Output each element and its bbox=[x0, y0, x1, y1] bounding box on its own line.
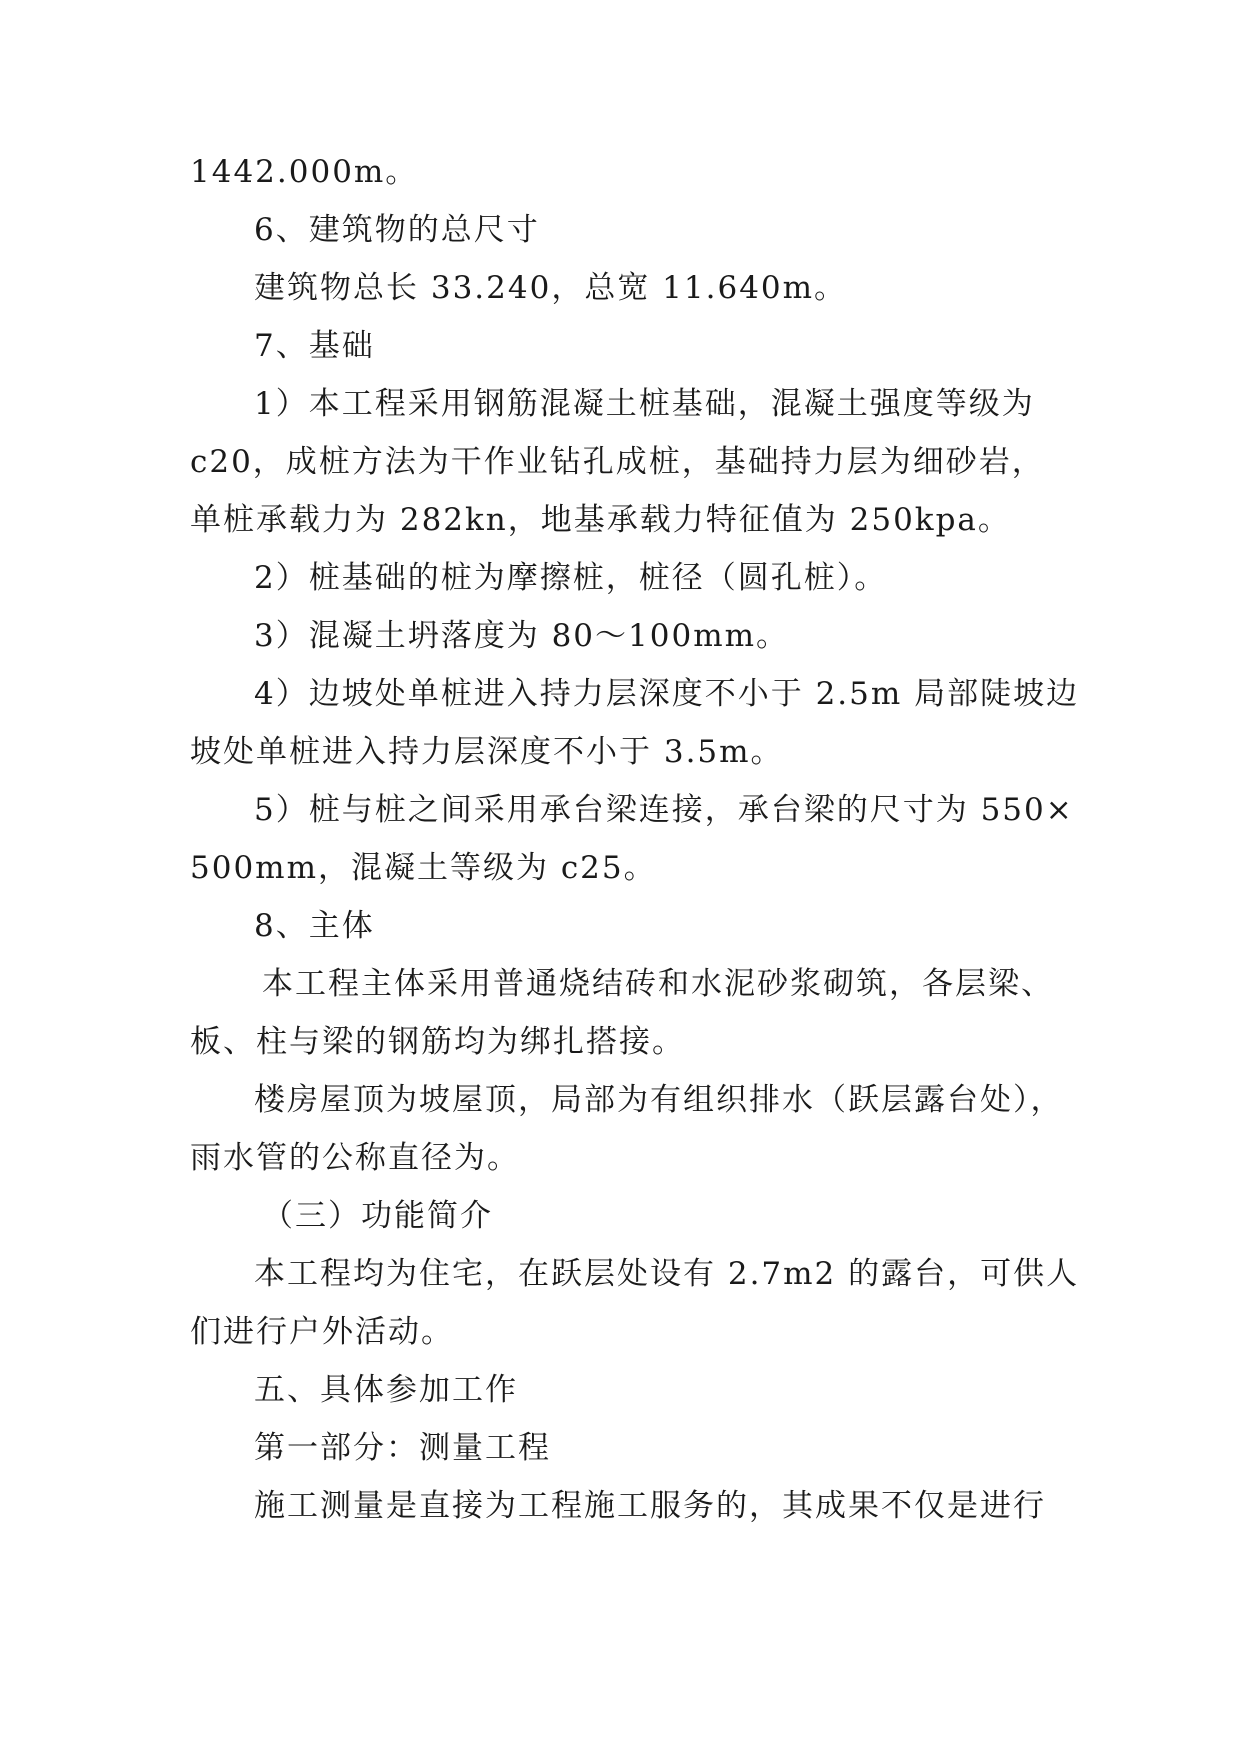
text-line-12: 5）桩与桩之间采用承台梁连接，承台梁的尺寸为 550× bbox=[254, 792, 1074, 828]
text-line-3: 建筑物总长 33.240，总宽 11.640m。 bbox=[254, 270, 848, 306]
text-line-8: 2）桩基础的桩为摩擦桩，桩径（圆孔桩）。 bbox=[254, 560, 888, 596]
text-line-20: 本工程均为住宅，在跃层处设有 2.7m2 的露台，可供人 bbox=[254, 1256, 1080, 1292]
text-line-16: 板、柱与梁的钢筋均为绑扎搭接。 bbox=[190, 1024, 685, 1060]
text-line-14: 8、主体 bbox=[254, 908, 375, 944]
text-line-15: 本工程主体采用普通烧结砖和水泥砂浆砌筑，各层梁、 bbox=[262, 966, 1054, 1002]
text-line-5: 1）本工程采用钢筋混凝土桩基础，混凝土强度等级为 bbox=[254, 386, 1035, 422]
text-line-19: （三）功能简介 bbox=[262, 1198, 493, 1234]
text-line-2: 6、建筑物的总尺寸 bbox=[254, 212, 540, 248]
text-line-21: 们进行户外活动。 bbox=[190, 1314, 454, 1350]
text-line-11: 坡处单桩进入持力层深度不小于 3.5m。 bbox=[190, 734, 784, 770]
text-line-24: 施工测量是直接为工程施工服务的，其成果不仅是进行 bbox=[254, 1488, 1046, 1524]
text-line-18: 雨水管的公称直径为。 bbox=[190, 1140, 520, 1176]
text-line-7: 单桩承载力为 282kn，地基承载力特征值为 250kpa。 bbox=[190, 502, 1011, 538]
text-line-9: 3）混凝土坍落度为 80～100mm。 bbox=[254, 618, 789, 654]
text-line-23: 第一部分：测量工程 bbox=[254, 1430, 551, 1466]
text-line-4: 7、基础 bbox=[254, 328, 375, 364]
text-line-6: c20，成桩方法为干作业钻孔成桩，基础持力层为细砂岩， bbox=[190, 444, 1045, 480]
text-line-13: 500mm，混凝土等级为 c25。 bbox=[190, 850, 657, 886]
text-line-17: 楼房屋顶为坡屋顶，局部为有组织排水（跃层露台处）， bbox=[254, 1082, 1064, 1118]
text-line-22: 五、具体参加工作 bbox=[254, 1372, 518, 1408]
text-line-1: 1442.000m。 bbox=[190, 154, 419, 190]
text-line-10: 4）边坡处单桩进入持力层深度不小于 2.5m 局部陡坡边 bbox=[254, 676, 1080, 712]
